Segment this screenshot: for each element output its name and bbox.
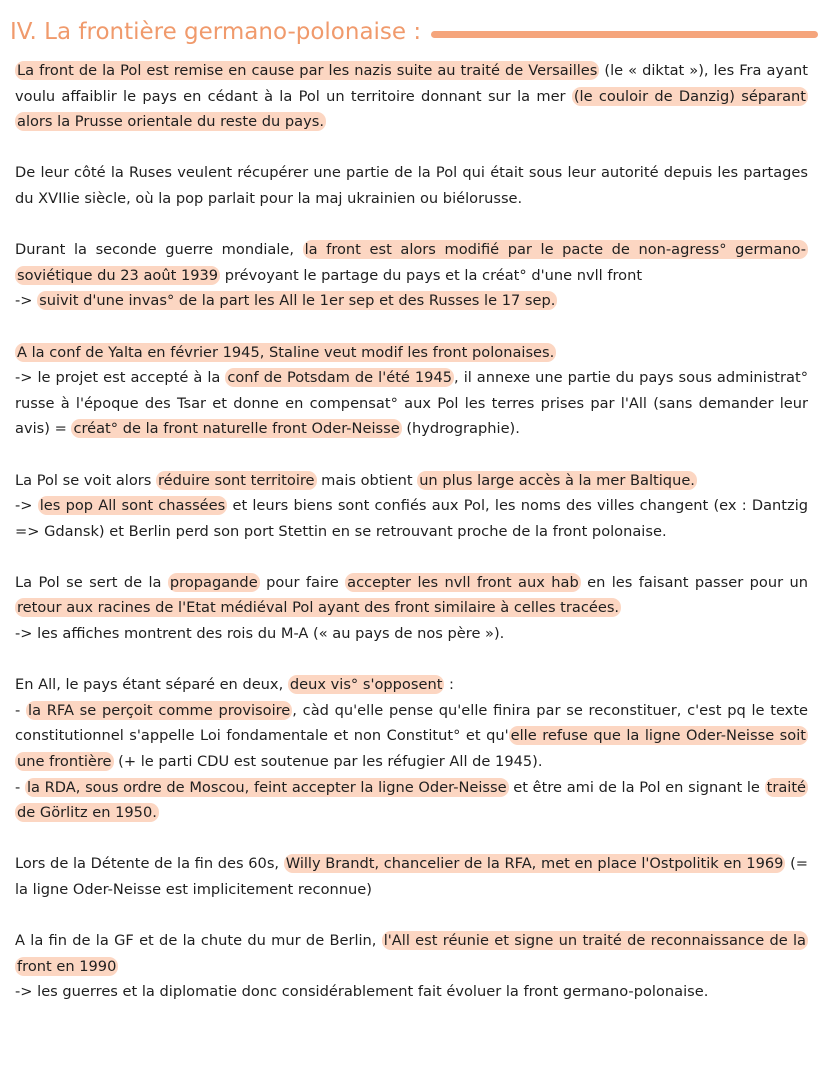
highlight: traité de Görlitz en 1950. xyxy=(17,778,807,822)
text: en les faisant passer pour un xyxy=(580,573,808,591)
text: , il annexe une partie du pays sous administrat° russe à l'époque des Tsar et donne en compensat° aux Pol les terres prises par l'All (sans demander leur avis) = xyxy=(15,369,808,438)
title-row xyxy=(10,12,818,52)
note-body xyxy=(15,58,808,1031)
paragraph-1 xyxy=(15,58,808,135)
text: A la fin de la GF et de la chute du mur de Berlin, xyxy=(15,932,382,950)
highlight: A la conf de Yalta en février 1945, Staline veut modif les front polonaises. xyxy=(17,343,555,361)
paragraph-5 xyxy=(15,468,808,545)
highlight: l'All est réunie et signe un traité de reconnaissance de la front en 1990 xyxy=(17,932,806,975)
highlight: accepter les nvll front aux hab xyxy=(347,573,579,591)
text: (= la ligne Oder-Neisse est implicitement reconnue) xyxy=(15,855,808,898)
text: (hydrographie). xyxy=(401,420,520,438)
paragraph-4 xyxy=(15,340,808,442)
text: et être ami de la Pol en signant le xyxy=(508,778,765,796)
highlight: réduire sont territoire xyxy=(158,471,315,489)
arrow-text: -> les guerres et la diplomatie donc considérablement fait évoluer la front germano-polonaise. xyxy=(15,983,709,1001)
page-title: IV. La frontière germano-polonaise : xyxy=(10,19,422,45)
text: , càd qu'elle pense qu'elle finira par se reconstituer, c'est pq le texte constitutionnel s'appelle Loi fondamentale et non Constitut° et qu' xyxy=(15,701,809,745)
text: La Pol se voit alors xyxy=(15,471,156,489)
highlight: deux vis° s'opposent xyxy=(289,676,443,694)
highlight: propagande xyxy=(169,573,258,591)
paragraph-3 xyxy=(15,237,808,314)
highlight: elle refuse que la ligne Oder-Neisse soit une frontière xyxy=(17,727,806,771)
bullet-dash: - xyxy=(15,778,25,796)
highlight: la RDA, sous ordre de Moscou, feint accepter la ligne Oder-Neisse xyxy=(26,778,507,796)
arrow-text: -> xyxy=(15,292,38,310)
text: La Pol se sert de la xyxy=(15,573,168,591)
highlight: La front de la Pol est remise en cause par les nazis suite au traité de Versailles xyxy=(17,62,598,79)
text: -> le projet est accepté à la xyxy=(15,369,226,387)
text: De leur côté la Ruses veulent récupérer une partie de la Pol qui était sous leur autorité depuis les partages du XVIIie siècle, où la pop parlait pour la maj ukrainien ou biélorusse. xyxy=(15,164,808,207)
paragraph-6 xyxy=(15,570,808,647)
highlight: (le couloir de Danzig) séparant alors la Prusse orientale du reste du pays. xyxy=(17,87,806,131)
text: (le « diktat »), les Fra ayant voulu affaiblir le pays en cédant à la Pol un territoire donnant sur la mer xyxy=(15,62,809,105)
arrow-text: -> xyxy=(15,497,38,515)
highlight: la RFA se perçoit comme provisoire xyxy=(28,701,291,719)
paragraph-9 xyxy=(15,928,808,1005)
text: : xyxy=(444,676,454,694)
paragraph-7 xyxy=(15,672,808,826)
text: pour faire xyxy=(259,573,346,591)
paragraph-8 xyxy=(15,851,808,902)
text: et leurs biens sont confiés aux Pol, les noms des villes changent (ex : Dantzig => Gdansk) et Berlin perd son port Stettin en se retrouvant proche de la front polonaise. xyxy=(15,497,809,540)
paragraph-2 xyxy=(15,160,808,211)
highlight: créat° de la front naturelle front Oder-Neisse xyxy=(73,420,400,438)
highlight: la front est alors modifié par le pacte de non-agress° germano-soviétique du 23 août 1939 xyxy=(17,241,806,284)
highlight: suivit d'une invas° de la part les All le 1er sep et des Russes le 17 sep. xyxy=(39,292,556,310)
highlight: un plus large accès à la mer Baltique. xyxy=(419,471,695,489)
text: Lors de la Détente de la fin des 60s, xyxy=(15,855,284,873)
highlight: conf de Potsdam de l'été 1945 xyxy=(227,369,453,387)
text: prévoyant le partage du pays et la créat° d'une nvll front xyxy=(220,266,643,284)
highlight: les pop All sont chassées xyxy=(39,497,226,515)
highlight: retour aux racines de l'Etat médiéval Pol ayant des front similaire à celles tracées. xyxy=(17,599,620,617)
bullet-dash: - xyxy=(15,701,27,719)
highlight: Willy Brandt, chancelier de la RFA, met en place l'Ostpolitik en 1969 xyxy=(285,855,784,873)
text: Durant la seconde guerre mondiale, xyxy=(15,241,303,259)
title-underline xyxy=(431,31,818,38)
text: mais obtient xyxy=(316,471,418,489)
arrow-text: -> les affiches montrent des rois du M-A (« au pays de nos père »). xyxy=(15,625,505,643)
text: En All, le pays étant séparé en deux, xyxy=(15,676,288,694)
text: (+ le parti CDU est soutenue par les réfugier All de 1945). xyxy=(113,753,543,771)
